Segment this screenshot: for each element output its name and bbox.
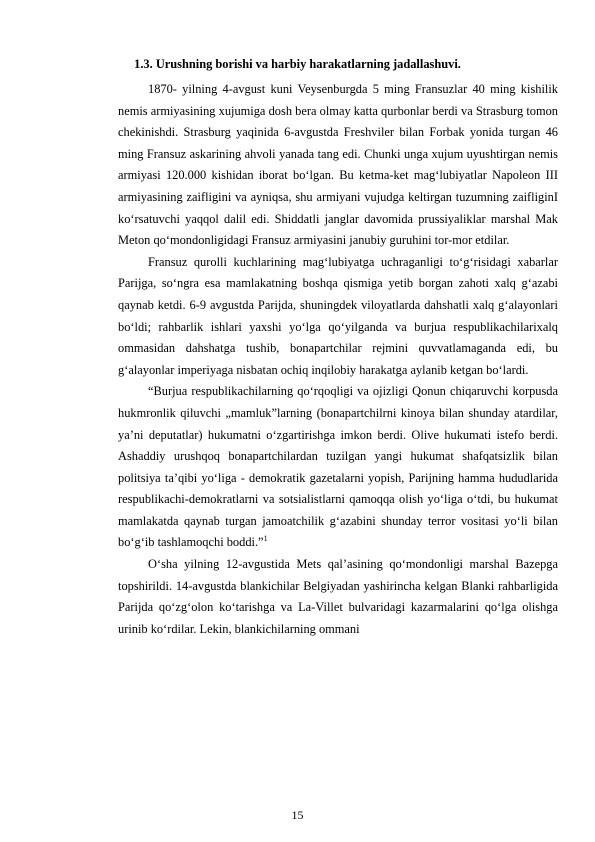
- paragraph-3: [118, 381, 558, 554]
- section-heading: 1.3. Urushning borishi va harbiy harakatlarning jadallashuvi.: [134, 57, 461, 71]
- paragraph-4: O‘sha yilning 12-avgustida Mets qal’asining qo‘mondonligi marshal Bazepga topshirildi. 14-avgustda blankichilar Belgiyadan yashirincha kelgan Blanki rahbarligida Parijda qo‘zg‘olon ko‘tarishga va La-Villet bulvaridagi kazarmalarini qo‘lga olishga urinib ko‘rdilar. Lekin, blankichilarning ommani: [118, 557, 558, 636]
- body-text: [118, 79, 558, 640]
- paragraph-3-text: “Burjua respublikachilarning qo‘rqoqligi va ojizligi Qonun chiqaruvchi korpusda hukmronlik qiluvchi „mamluk”larning (bonapartchilrni kinoya bilan shunday atardilar, ya’ni deputatlar) hukumatni o‘zgartirishga imkon berdi. Olive hukumati istefo berdi. Ashaddiy urushqoq bonapartchilardan tuzilgan yangi hukumat shafqatsizlik bilan politsiya ta’qibi yo‘liga - demokratik gazetalarni yopish, Parijning hamma hududlarida respublikachi-demokratlarni va sotsialistlarni qamoqqa olish yo‘liga o‘tdi, bu hukumat mamlakatda qaynab turgan jamoatchilik g‘azabini shunday terror vositasi yo‘li bilan bo‘g‘ib tashlamoqchi boddi.”: [118, 384, 558, 550]
- paragraph-1: 1870- yilning 4-avgust kuni Veysenburgda 5 ming Fransuzlar 40 ming kishilik nemis armiyasining xujumiga dosh bera olmay katta qurbonlar berdi va Strasburg tomon chekinishdi. Strasburg yaqinida 6-avgustda Freshviler bilan Forbak yonida turgan 46 ming Fransuz askarining ahvoli yanada tang edi. Chunki unga xujum uyushtirgan nemis armiyasi 120.000 kishidan iborat bo‘lgan. Bu ketma-ket mag‘lubiyatlar Napoleon III armiyasining zaifligini va ayniqsa, shu armiyani vujudga keltirgan tuzumning zaifliginI ko‘rsatuvchi yaqqol dalil edi. Shiddatli janglar davomida prussiyaliklar marshal Mak Meton qo‘mondonligidagi Fransuz armiyasini janubiy guruhini tor-mor etdilar.: [118, 82, 558, 248]
- footnote-reference[interactable]: 1: [263, 534, 268, 544]
- page-number: 15: [291, 808, 304, 822]
- paragraph-2: Fransuz qurolli kuchlarining mag‘lubiyatga uchraganligi to‘g‘risidagi xabarlar Parijga, so‘ngra esa mamlakatning boshqa qismiga yetib borgan zahoti xalq g‘azabi qaynab ketdi. 6-9 avgustda Parijda, shuningdek viloyatlarda dahshatli xalq g‘alayonlari bo‘ldi; rahbarlik ishlari yaxshi yo‘lga qo‘yilganda va burjua respublikachilarixalq ommasidan dahshatga tushib, bonapartchilar rejmini quvvatlamaganda edi, bu g‘alayonlar imperiyaga nisbatan ochiq inqilobiy harakatga aylanib ketgan bo‘lardi.: [118, 254, 558, 377]
